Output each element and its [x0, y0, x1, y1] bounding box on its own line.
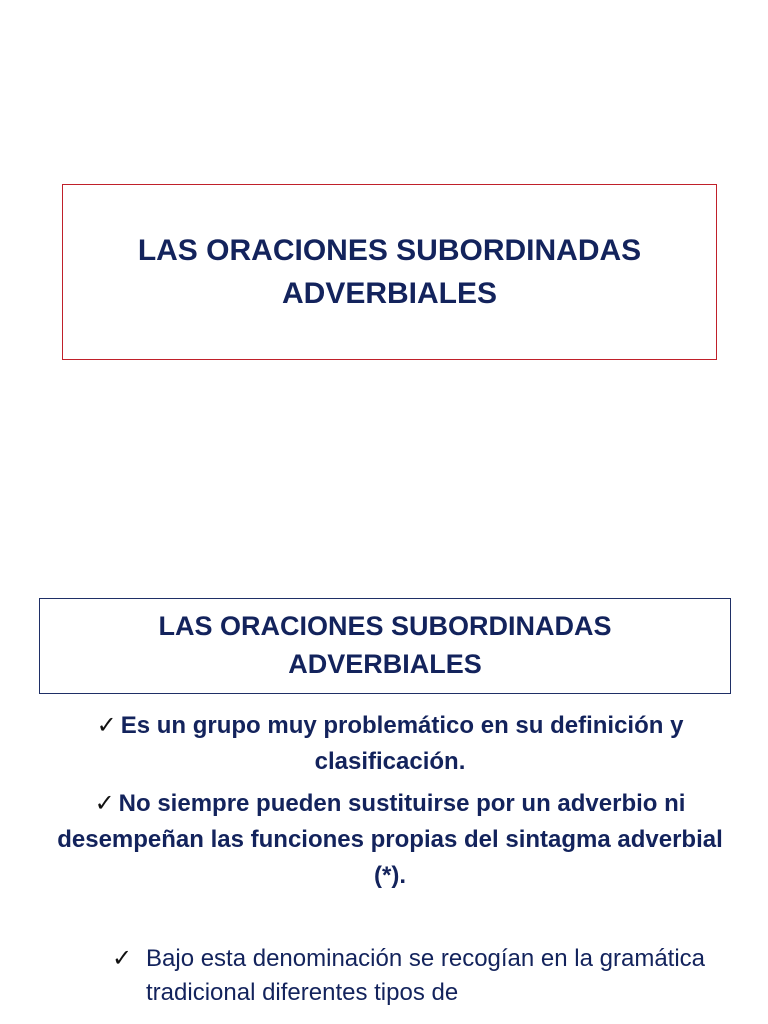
bullet-item	[40, 786, 740, 894]
checkmark-icon: ✓	[96, 712, 117, 739]
bullet-text: No siempre pueden sustituirse por un adverbio ni desempeñan las funciones propias del sintagma adverbial (*).	[57, 790, 723, 889]
slide-2	[0, 512, 768, 1024]
title-line-1: LAS ORACIONES SUBORDINADAS	[158, 611, 612, 642]
bullet-text: Bajo esta denominación se recogían en la gramática tradicional diferentes tipos de	[146, 945, 706, 1006]
plain-bullet-list	[112, 942, 712, 1010]
slide-title	[90, 229, 690, 316]
bullet-text: Es un grupo muy problemático en su definición y clasificación.	[120, 712, 684, 775]
title-box	[39, 598, 731, 694]
bullet-item	[112, 942, 712, 1010]
title-box	[62, 184, 717, 360]
title-line-2: ADVERBIALES	[288, 649, 482, 679]
bullet-item	[40, 708, 740, 780]
slide-title	[85, 608, 685, 684]
bold-bullet-list	[40, 708, 740, 900]
checkmark-icon: ✓	[112, 945, 133, 972]
title-line-1: LAS ORACIONES SUBORDINADAS	[137, 233, 642, 267]
title-line-2: ADVERBIALES	[281, 277, 498, 310]
checkmark-icon: ✓	[94, 790, 115, 817]
